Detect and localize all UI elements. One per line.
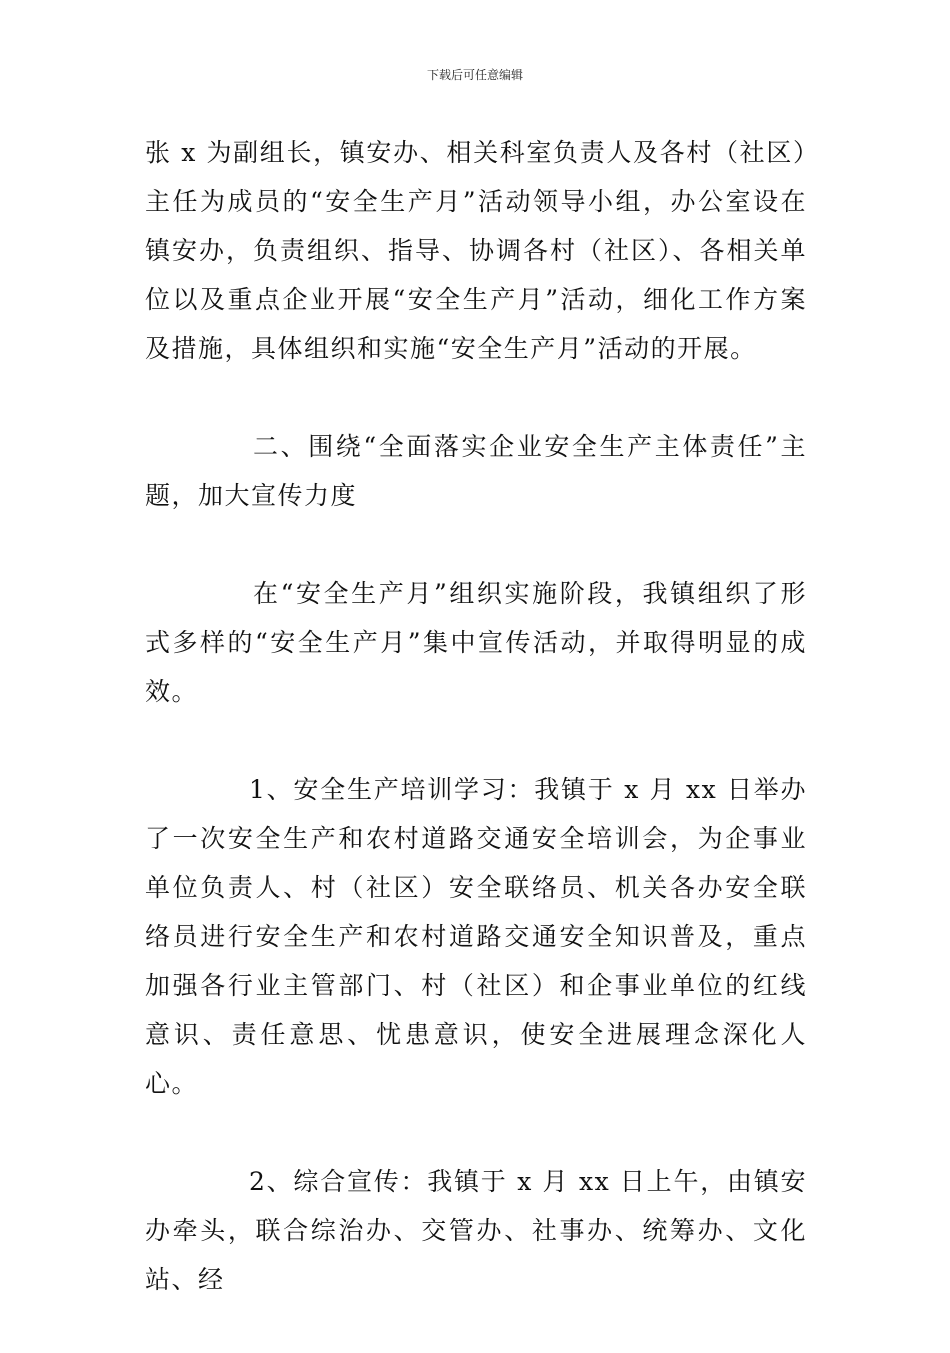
paragraph-implementation-stage: 在“安全生产月”组织实施阶段，我镇组织了形式多样的“安全生产月”集中宣传活动，并取得明显的成效。: [145, 579, 807, 706]
section-heading-publicity: 二、围绕“全面落实企业安全生产主体责任”主题，加大宣传力度: [145, 432, 807, 510]
page-header: 下载后可任意编辑: [426, 68, 523, 82]
document-body: [145, 128, 807, 1353]
paragraph-training: 1、安全生产培训学习：我镇于 x 月 xx 日举办了一次安全生产和农村道路交通安全培训会，为企事业单位负责人、村（社区）安全联络员、机关各办安全联络员进行安全生产和农村道路交通安全知识普及，重点加强各行业主管部门、村（社区）和企事业单位的红线意识、责任意思、忧患意识，使安全进展理念深化人心。: [145, 775, 807, 1098]
paragraph-leadership-group: 张 x 为副组长，镇安办、相关科室负责人及各村（社区）主任为成员的“安全生产月”活动领导小组，办公室设在镇安办，负责组织、指导、协调各村（社区）、各相关单位以及重点企业开展“安全生产月”活动，细化工作方案及措施，具体组织和实施“安全生产月”活动的开展。: [145, 138, 807, 363]
paragraph-comprehensive-publicity: 2、综合宣传：我镇于 x 月 xx 日上午，由镇安办牵头，联合综治办、交管办、社事办、统筹办、文化站、经: [145, 1167, 807, 1294]
